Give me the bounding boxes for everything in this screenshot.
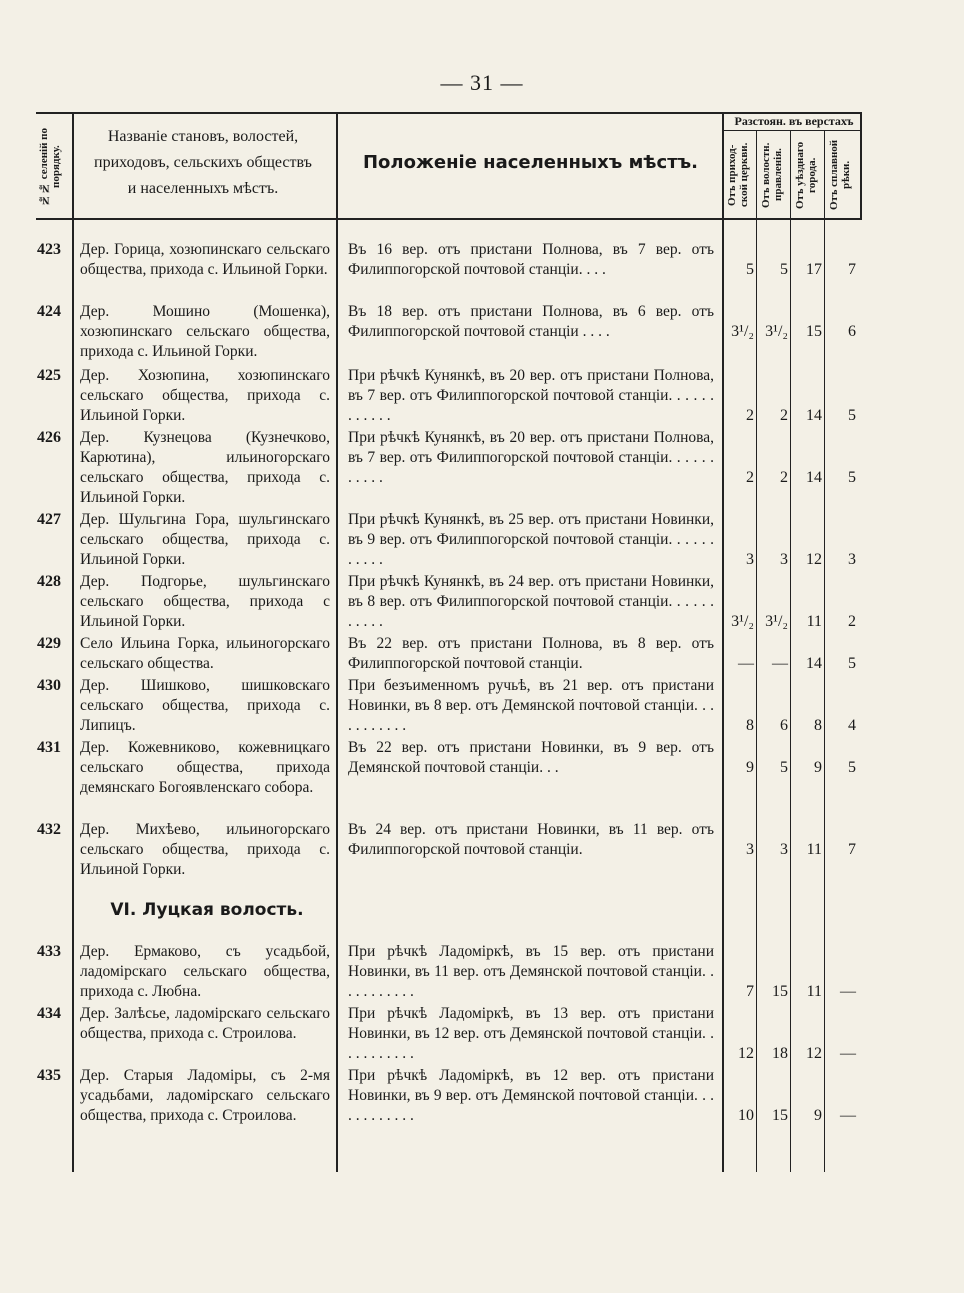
dist-church: 3¹/₂ — [731, 613, 754, 630]
dist-church: — — [738, 655, 754, 672]
row-num: 432 — [37, 821, 61, 838]
row-name: Дер. Кузнецова (Кузнечково, Карютина), ильиногорскаго сельскаго общества, прихода с. Ильиной Горки. — [80, 429, 330, 506]
dist-river: 6 — [848, 323, 856, 340]
header-name-line: приходовъ, сельскихъ обществъ — [94, 154, 312, 171]
dist-church: 8 — [746, 717, 754, 734]
row-position: Въ 22 вер. отъ пристани Полнова, въ 8 вер. отъ Филиппогорской почтовой станціи. — [348, 635, 714, 672]
dist-volost: 18 — [772, 1045, 788, 1062]
row-num: 431 — [37, 739, 61, 756]
row-num: 424 — [37, 303, 61, 320]
row-position: При безъименномъ ручьѣ, въ 21 вер. отъ пристани Новинки, въ 8 вер. отъ Демянской почтовой станціи. . . . . . . . . . . — [348, 677, 714, 734]
row-name: Дер. Горица, хозюпинскаго сельскаго общества, прихода с. Ильиной Горки. — [80, 241, 330, 278]
dist-volost: 2 — [780, 407, 788, 424]
dist-town: 14 — [806, 655, 822, 672]
dist-town: 9 — [814, 1107, 822, 1124]
row-position: Въ 18 вер. отъ пристани Полнова, въ 6 вер. отъ Филиппогорской почтовой станціи . . . . — [348, 303, 714, 340]
row-name: Дер. Кожевниково, кожевницкаго сельскаго общества, прихода демянскаго Богоявленскаго собора. — [80, 739, 330, 796]
dist-river: 5 — [848, 469, 856, 486]
dist-river: 7 — [848, 261, 856, 278]
row-position: Въ 16 вер. отъ пристани Полнова, въ 7 вер. отъ Филиппогорской почтовой станціи. . . . — [348, 241, 714, 278]
dist-town: 17 — [806, 261, 822, 278]
header-bottom-rule — [36, 218, 862, 220]
col-rule — [824, 130, 825, 1172]
dist-church: 9 — [746, 759, 754, 776]
dist-volost: 5 — [780, 261, 788, 278]
dist-river: — — [840, 1045, 856, 1062]
dist-town: 12 — [806, 551, 822, 568]
row-position: При рѣчкѣ Ладоміркѣ, въ 15 вер. отъ пристани Новинки, въ 11 вер. отъ Демянской почтовой станціи. . . . . . . . . . . — [348, 943, 714, 1000]
dist-church: 2 — [746, 407, 754, 424]
header-dist-river: Отъ сплавной рѣки. — [828, 139, 852, 211]
dist-church: 10 — [738, 1107, 754, 1124]
header-name-line: Названіе становъ, волостей, — [107, 128, 299, 145]
dist-river: 4 — [848, 717, 856, 734]
header-position: Положеніе населенныхъ мѣстъ. — [362, 152, 698, 173]
dist-volost: 15 — [772, 983, 788, 1000]
dist-church: 7 — [746, 983, 754, 1000]
col-rule — [790, 130, 791, 1172]
row-num: 425 — [37, 367, 61, 384]
dist-river: — — [840, 983, 856, 1000]
row-position: Въ 24 вер. отъ пристани Новинки, въ 11 вер. отъ Филиппогорской почтовой станціи. — [348, 821, 714, 858]
row-num: 433 — [37, 943, 61, 960]
header-name-line: и населенныхъ мѣстъ. — [127, 180, 279, 197]
row-num: 426 — [37, 429, 61, 446]
row-name: Дер. Мошино (Мошенка), хозюпинскаго сельскаго общества, прихода с. Ильиной Горки. — [80, 303, 330, 360]
dist-church: 12 — [738, 1045, 754, 1062]
header-dist-church: Отъ приход- ской церкви. — [726, 142, 750, 208]
dist-river: 5 — [848, 407, 856, 424]
dist-river: 5 — [848, 655, 856, 672]
row-num: 435 — [37, 1067, 61, 1084]
row-num: 427 — [37, 511, 61, 528]
row-num: 428 — [37, 573, 61, 590]
dist-volost: 3 — [780, 841, 788, 858]
dist-river: 2 — [848, 613, 856, 630]
dist-town: 11 — [806, 841, 822, 858]
dist-volost: 15 — [772, 1107, 788, 1124]
row-num: 429 — [37, 635, 61, 652]
col-rule — [72, 112, 74, 1172]
dist-town: 9 — [814, 759, 822, 776]
header-dist-town: Отъ уѣзднаго города. — [794, 141, 818, 209]
dist-church: 3 — [746, 551, 754, 568]
row-name: Дер. Залѣсье, ладомірскаго сельскаго общества, прихода с. Строилова. — [80, 1005, 330, 1042]
dist-town: 12 — [806, 1045, 822, 1062]
row-position: При рѣчкѣ Кунянкѣ, въ 25 вер. отъ пристани Новинки, въ 9 вер. отъ Филиппогорской почтовой станціи. . . . . . . . . . . — [348, 511, 714, 568]
header-dist-volost: Отъ волостн. правленія. — [760, 142, 784, 208]
col-rule — [336, 112, 338, 1172]
row-name: Дер. Подгорье, шульгинскаго сельскаго общества, прихода с Ильиной Горки. — [80, 573, 330, 630]
row-position: При рѣчкѣ Кунянкѣ, въ 20 вер. отъ пристани Полнова, въ 7 вер. отъ Филиппогорской почтовой станціи. . . . . . . . . . . — [348, 429, 714, 486]
dist-church: 3¹/₂ — [731, 323, 754, 340]
dist-volost: 3¹/₂ — [765, 323, 788, 340]
section-title: VI. Луцкая волость. — [110, 900, 304, 920]
dist-church: 2 — [746, 469, 754, 486]
row-num: 434 — [37, 1005, 61, 1022]
dist-town: 11 — [806, 983, 822, 1000]
header-distance: Разстоян. въ верстахъ — [734, 114, 854, 128]
dist-volost: 6 — [780, 717, 788, 734]
dist-town: 14 — [806, 469, 822, 486]
header-num: №№ селеній по порядку. — [38, 127, 62, 207]
dist-church: 3 — [746, 841, 754, 858]
row-position: При рѣчкѣ Ладоміркѣ, въ 12 вер. отъ пристани Новинки, въ 9 вер. отъ Демянской почтовой станціи. . . . . . . . . . . . — [348, 1067, 714, 1124]
dist-volost: 5 — [780, 759, 788, 776]
row-num: 430 — [37, 677, 61, 694]
row-position: При рѣчкѣ Кунянкѣ, въ 24 вер. отъ пристани Новинки, въ 8 вер. отъ Филиппогорской почтовой станціи. . . . . . . . . . . — [348, 573, 714, 630]
dist-river: 5 — [848, 759, 856, 776]
dist-river: 3 — [848, 551, 856, 568]
dist-volost: 3¹/₂ — [765, 613, 788, 630]
header-name — [78, 124, 328, 202]
row-name: Дер. Шишково, шишковскаго сельскаго общества, прихода с. Липицъ. — [80, 677, 330, 734]
row-name: Дер. Ермаково, съ усадьбой, ладомірскаго сельскаго общества, прихода с. Любна. — [80, 943, 330, 1000]
dist-town: 15 — [806, 323, 822, 340]
dist-volost: 3 — [780, 551, 788, 568]
row-position: При рѣчкѣ Ладоміркѣ, въ 13 вер. отъ пристани Новинки, въ 12 вер. отъ Демянской почтовой станціи. . . . . . . . . . . — [348, 1005, 714, 1062]
col-rule — [756, 130, 757, 1172]
dist-town: 14 — [806, 407, 822, 424]
row-name: Дер. Михѣево, ильиногорскаго сельскаго общества, прихода с. Ильиной Горки. — [80, 821, 330, 878]
table — [36, 112, 862, 1172]
row-name: Дер. Шульгина Гора, шульгинскаго сельскаго общества, прихода с. Ильиной Горки. — [80, 511, 330, 568]
row-position: При рѣчкѣ Кунянкѣ, въ 20 вер. отъ пристани Полнова, въ 7 вер. отъ Филиппогорской почтовой станціи. . . . . . . . . . . . — [348, 367, 714, 424]
dist-volost: 2 — [780, 469, 788, 486]
dist-town: 8 — [814, 717, 822, 734]
dist-river: 7 — [848, 841, 856, 858]
row-num: 423 — [37, 241, 61, 258]
page-number: — 31 — — [440, 70, 524, 95]
dist-volost: — — [772, 655, 788, 672]
distance-subrule — [724, 130, 862, 131]
dist-river: — — [840, 1107, 856, 1124]
row-position: Въ 22 вер. отъ пристани Новинки, въ 9 вер. отъ Демянской почтовой станціи. . . — [348, 739, 714, 776]
row-name: Село Ильина Горка, ильиногорскаго сельскаго общества. — [80, 635, 330, 672]
row-name: Дер. Старыя Ладоміры, съ 2-мя усадьбами, ладомірскаго сельскаго общества, прихода с. Строилова. — [80, 1067, 330, 1124]
dist-church: 5 — [746, 261, 754, 278]
row-name: Дер. Хозюпина, хозюпинскаго сельскаго общества, прихода с. Ильиной Горки. — [80, 367, 330, 424]
dist-town: 11 — [806, 613, 822, 630]
